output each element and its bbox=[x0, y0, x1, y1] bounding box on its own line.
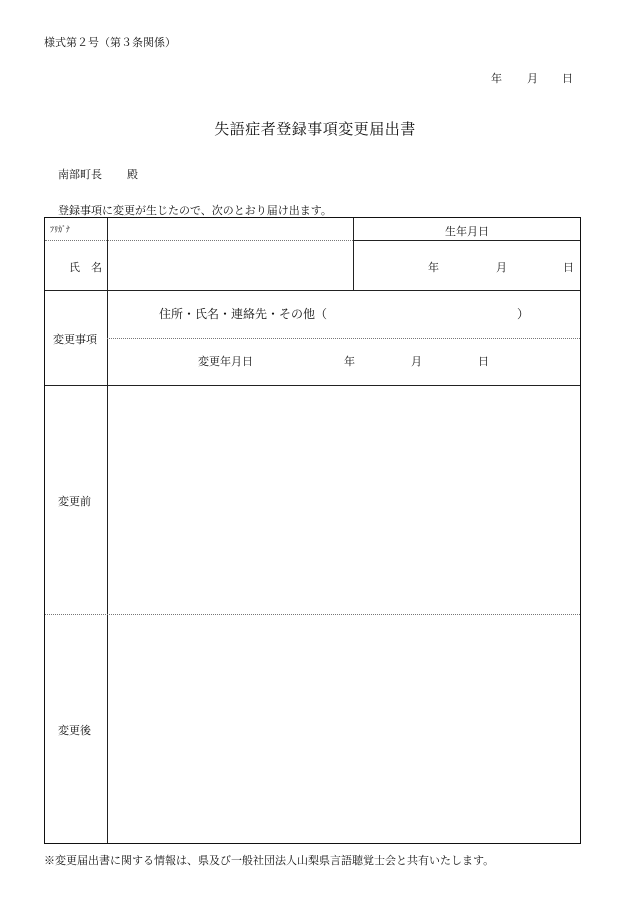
addressee-name: 南部町長 bbox=[58, 168, 102, 181]
form-table bbox=[44, 217, 581, 844]
change-date-month: 月 bbox=[411, 355, 422, 368]
name-field[interactable] bbox=[108, 241, 353, 290]
change-date-day: 日 bbox=[478, 355, 489, 368]
change-date-label: 変更年月日 bbox=[198, 355, 253, 368]
birth-date-header-divider bbox=[353, 240, 580, 241]
name-row-bottom bbox=[45, 290, 580, 291]
change-options-close: ） bbox=[517, 307, 530, 321]
name-label: 氏 名 bbox=[69, 261, 102, 274]
change-items-divider bbox=[107, 338, 580, 339]
change-items-label: 変更事項 bbox=[53, 333, 97, 346]
addressee-honorific: 殿 bbox=[127, 168, 138, 181]
furigana-label: ﾌﾘｶﾞﾅ bbox=[50, 225, 70, 234]
submission-date-month: 月 bbox=[527, 72, 538, 85]
change-date-year: 年 bbox=[344, 355, 355, 368]
before-label: 変更前 bbox=[58, 495, 91, 508]
birth-date-day: 日 bbox=[563, 261, 574, 274]
intro-text: 登録事項に変更が生じたので、次のとおり届け出ます。 bbox=[58, 204, 332, 217]
birth-date-label: 生年月日 bbox=[445, 225, 489, 238]
submission-date-year: 年 bbox=[491, 72, 502, 85]
form-number: 様式第２号（第３条関係） bbox=[44, 36, 176, 49]
birth-date-month: 月 bbox=[496, 261, 507, 274]
footer-note: ※変更届出書に関する情報は、県及び一般社団法人山梨県言語聴覚士会と共有いたします。 bbox=[44, 854, 495, 867]
after-label: 変更後 bbox=[58, 724, 91, 737]
document-title: 失語症者登録事項変更届出書 bbox=[214, 120, 416, 138]
change-options: 住所・氏名・連絡先・その他（ bbox=[159, 307, 328, 321]
before-field[interactable] bbox=[108, 386, 580, 614]
after-field[interactable] bbox=[108, 615, 580, 843]
submission-date-day: 日 bbox=[562, 72, 573, 85]
birth-date-year: 年 bbox=[428, 261, 439, 274]
furigana-field[interactable] bbox=[108, 218, 353, 240]
